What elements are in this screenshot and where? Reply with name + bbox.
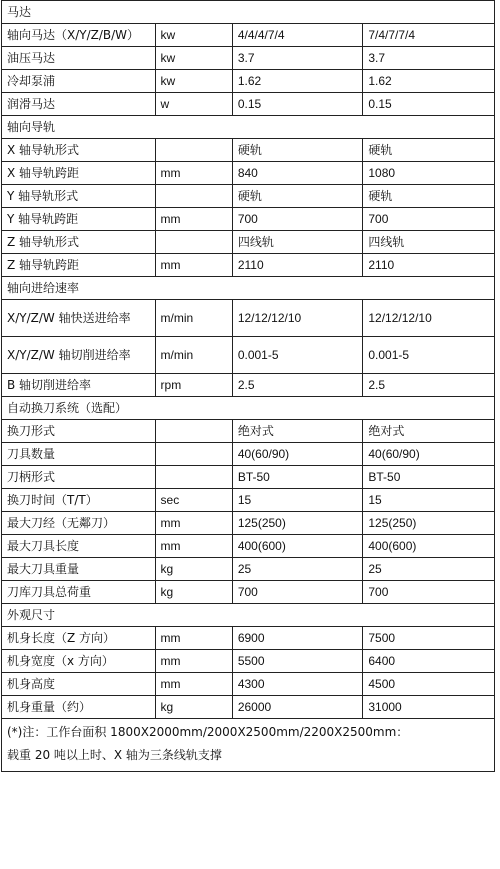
section-title: 马达 xyxy=(2,1,495,24)
row-label: 油压马达 xyxy=(2,47,156,70)
row-value-model-2: 400(600) xyxy=(363,535,495,558)
row-label: 刀具数量 xyxy=(2,443,156,466)
row-label: Y 轴导轨形式 xyxy=(2,185,156,208)
row-value-model-1: BT-50 xyxy=(232,466,363,489)
row-label: 机身宽度（x 方向） xyxy=(2,650,156,673)
table-row xyxy=(2,162,495,185)
row-value-model-1: 硬轨 xyxy=(232,185,363,208)
row-unit: mm xyxy=(155,627,232,650)
row-label: 机身重量（约） xyxy=(2,696,156,719)
row-unit: kw xyxy=(155,24,232,47)
row-value-model-1: 0.15 xyxy=(232,93,363,116)
row-value-model-1: 3.7 xyxy=(232,47,363,70)
spec-sheet xyxy=(1,0,495,772)
row-value-model-2: 125(250) xyxy=(363,512,495,535)
table-row xyxy=(2,208,495,231)
row-value-model-2: 7500 xyxy=(363,627,495,650)
row-unit xyxy=(155,231,232,254)
row-label: Z 轴导轨形式 xyxy=(2,231,156,254)
row-label: 最大刀具重量 xyxy=(2,558,156,581)
row-unit: m/min xyxy=(155,300,232,337)
row-label: X 轴导轨跨距 xyxy=(2,162,156,185)
row-value-model-2: 1.62 xyxy=(363,70,495,93)
table-row xyxy=(2,696,495,719)
row-value-model-2: 0.15 xyxy=(363,93,495,116)
row-value-model-2: 6400 xyxy=(363,650,495,673)
row-value-model-2: 700 xyxy=(363,581,495,604)
table-row xyxy=(2,627,495,650)
note-row xyxy=(2,719,495,772)
section-header-row xyxy=(2,397,495,420)
row-value-model-1: 840 xyxy=(232,162,363,185)
row-value-model-2: 15 xyxy=(363,489,495,512)
row-value-model-1: 4300 xyxy=(232,673,363,696)
section-header-row xyxy=(2,116,495,139)
table-row xyxy=(2,24,495,47)
table-row xyxy=(2,673,495,696)
table-row xyxy=(2,254,495,277)
row-value-model-2: 25 xyxy=(363,558,495,581)
table-row xyxy=(2,512,495,535)
row-value-model-1: 2110 xyxy=(232,254,363,277)
row-unit: kw xyxy=(155,70,232,93)
row-label: 刀柄形式 xyxy=(2,466,156,489)
row-value-model-1: 700 xyxy=(232,581,363,604)
table-row xyxy=(2,443,495,466)
row-label: 最大刀经（无鄰刀） xyxy=(2,512,156,535)
row-unit: kg xyxy=(155,581,232,604)
table-row xyxy=(2,70,495,93)
row-label: X/Y/Z/W 轴切削进给率 xyxy=(2,337,156,374)
row-value-model-2: 绝对式 xyxy=(363,420,495,443)
footnote-line-2: 载重 20 吨以上时、X 轴为三条线轨支撑 xyxy=(7,748,222,762)
row-value-model-1: 0.001-5 xyxy=(232,337,363,374)
section-header-row xyxy=(2,604,495,627)
row-unit: kw xyxy=(155,47,232,70)
table-row xyxy=(2,581,495,604)
row-unit xyxy=(155,443,232,466)
row-value-model-2: 700 xyxy=(363,208,495,231)
row-label: 机身长度（Z 方向） xyxy=(2,627,156,650)
row-value-model-1: 绝对式 xyxy=(232,420,363,443)
row-value-model-2: 硬轨 xyxy=(363,139,495,162)
section-header-row xyxy=(2,277,495,300)
table-row xyxy=(2,466,495,489)
table-row xyxy=(2,47,495,70)
row-unit xyxy=(155,420,232,443)
row-label: 冷却泵浦 xyxy=(2,70,156,93)
row-label: 换刀形式 xyxy=(2,420,156,443)
spec-table-body xyxy=(2,1,495,719)
row-unit: mm xyxy=(155,512,232,535)
row-label: 换刀时间（T/T） xyxy=(2,489,156,512)
section-title: 轴向进给速率 xyxy=(2,277,495,300)
row-value-model-2: 7/4/7/7/4 xyxy=(363,24,495,47)
table-row xyxy=(2,300,495,337)
row-unit: sec xyxy=(155,489,232,512)
section-title: 自动换刀系统（选配） xyxy=(2,397,495,420)
row-value-model-2: 3.7 xyxy=(363,47,495,70)
row-value-model-2: 四线轨 xyxy=(363,231,495,254)
row-unit xyxy=(155,466,232,489)
row-unit: mm xyxy=(155,535,232,558)
section-title: 外观尺寸 xyxy=(2,604,495,627)
row-value-model-2: 2.5 xyxy=(363,374,495,397)
row-value-model-1: 26000 xyxy=(232,696,363,719)
table-row xyxy=(2,337,495,374)
row-label: X/Y/Z/W 轴快送进给率 xyxy=(2,300,156,337)
row-value-model-2: 12/12/12/10 xyxy=(363,300,495,337)
table-row xyxy=(2,558,495,581)
row-unit: rpm xyxy=(155,374,232,397)
row-unit: kg xyxy=(155,696,232,719)
row-value-model-2: 31000 xyxy=(363,696,495,719)
row-unit xyxy=(155,185,232,208)
row-value-model-1: 15 xyxy=(232,489,363,512)
row-value-model-2: 4500 xyxy=(363,673,495,696)
row-unit: kg xyxy=(155,558,232,581)
table-row xyxy=(2,93,495,116)
row-unit: m/min xyxy=(155,337,232,374)
row-value-model-1: 四线轨 xyxy=(232,231,363,254)
row-value-model-1: 5500 xyxy=(232,650,363,673)
row-value-model-1: 12/12/12/10 xyxy=(232,300,363,337)
footnote xyxy=(2,719,495,772)
table-row xyxy=(2,650,495,673)
row-value-model-1: 125(250) xyxy=(232,512,363,535)
row-unit: mm xyxy=(155,673,232,696)
row-value-model-2: 1080 xyxy=(363,162,495,185)
row-label: 轴向马达（X/Y/Z/B/W） xyxy=(2,24,156,47)
row-label: Z 轴导轨跨距 xyxy=(2,254,156,277)
row-value-model-2: 硬轨 xyxy=(363,185,495,208)
row-value-model-1: 4/4/4/7/4 xyxy=(232,24,363,47)
row-label: 刀库刀具总荷重 xyxy=(2,581,156,604)
row-value-model-2: 0.001-5 xyxy=(363,337,495,374)
table-row xyxy=(2,535,495,558)
row-value-model-1: 700 xyxy=(232,208,363,231)
row-unit xyxy=(155,139,232,162)
row-unit: w xyxy=(155,93,232,116)
table-row xyxy=(2,374,495,397)
table-row xyxy=(2,139,495,162)
footnote-line-1: (*)注：工作台面积 1800X2000mm/2000X2500mm/2200X2500mm： xyxy=(7,725,409,739)
row-value-model-1: 1.62 xyxy=(232,70,363,93)
table-row xyxy=(2,489,495,512)
row-value-model-2: 40(60/90) xyxy=(363,443,495,466)
row-value-model-2: BT-50 xyxy=(363,466,495,489)
row-value-model-1: 40(60/90) xyxy=(232,443,363,466)
row-value-model-1: 硬轨 xyxy=(232,139,363,162)
row-label: X 轴导轨形式 xyxy=(2,139,156,162)
row-value-model-1: 6900 xyxy=(232,627,363,650)
table-row xyxy=(2,231,495,254)
section-header-row xyxy=(2,1,495,24)
row-unit: mm xyxy=(155,650,232,673)
row-value-model-2: 2110 xyxy=(363,254,495,277)
table-row xyxy=(2,420,495,443)
row-unit: mm xyxy=(155,208,232,231)
row-label: 机身高度 xyxy=(2,673,156,696)
row-unit: mm xyxy=(155,162,232,185)
row-label: 最大刀具长度 xyxy=(2,535,156,558)
row-label: Y 轴导轨跨距 xyxy=(2,208,156,231)
section-title: 轴向导轨 xyxy=(2,116,495,139)
row-value-model-1: 400(600) xyxy=(232,535,363,558)
row-value-model-1: 2.5 xyxy=(232,374,363,397)
table-row xyxy=(2,185,495,208)
spec-table xyxy=(1,0,495,772)
row-label: 润滑马达 xyxy=(2,93,156,116)
row-value-model-1: 25 xyxy=(232,558,363,581)
row-unit: mm xyxy=(155,254,232,277)
row-label: B 轴切削进给率 xyxy=(2,374,156,397)
